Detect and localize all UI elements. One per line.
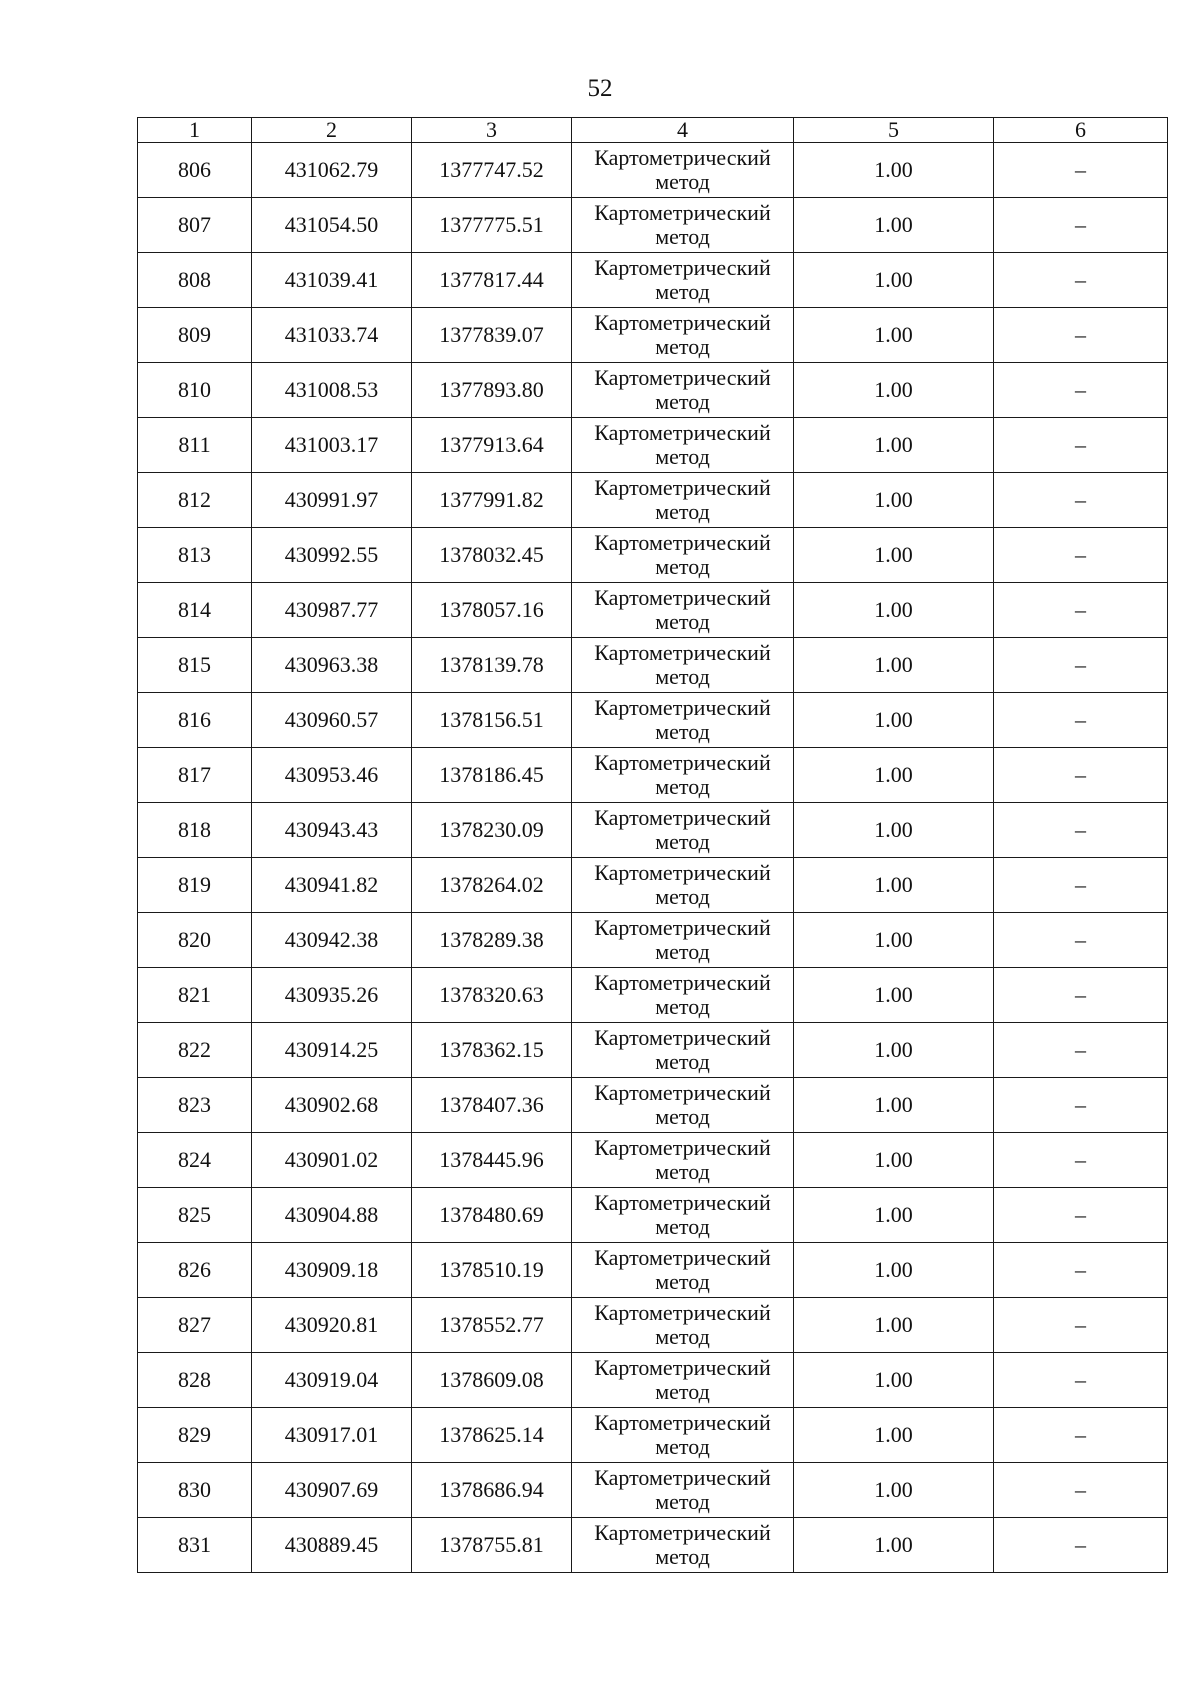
note-cell: – (994, 1243, 1168, 1298)
method-cell (572, 143, 794, 198)
y-coordinate-cell: 1378407.36 (412, 1078, 572, 1133)
method-line-1: Картометрический (594, 860, 771, 885)
x-coordinate-cell: 431054.50 (252, 198, 412, 253)
method-cell (572, 418, 794, 473)
method-line-1: Картометрический (594, 1520, 771, 1545)
y-coordinate-cell: 1378480.69 (412, 1188, 572, 1243)
y-coordinate-cell: 1378362.15 (412, 1023, 572, 1078)
note-cell: – (994, 1518, 1168, 1573)
method-line-2: метод (655, 1104, 710, 1129)
accuracy-cell: 1.00 (794, 363, 994, 418)
point-number-cell: 820 (138, 913, 252, 968)
table-row (138, 1133, 1168, 1188)
y-coordinate-cell: 1378264.02 (412, 858, 572, 913)
note-cell: – (994, 1133, 1168, 1188)
table-row (138, 858, 1168, 913)
method-line-1: Картометрический (594, 1300, 771, 1325)
method-line-2: метод (655, 334, 710, 359)
method-cell (572, 528, 794, 583)
column-header: 4 (572, 118, 794, 143)
method-line-2: метод (655, 389, 710, 414)
table-row (138, 363, 1168, 418)
point-number-cell: 817 (138, 748, 252, 803)
table-row (138, 1518, 1168, 1573)
accuracy-cell: 1.00 (794, 693, 994, 748)
y-coordinate-cell: 1378510.19 (412, 1243, 572, 1298)
y-coordinate-cell: 1378552.77 (412, 1298, 572, 1353)
note-cell: – (994, 143, 1168, 198)
method-line-1: Картометрический (594, 1080, 771, 1105)
accuracy-cell: 1.00 (794, 583, 994, 638)
table-row (138, 143, 1168, 198)
point-number-cell: 822 (138, 1023, 252, 1078)
method-line-2: метод (655, 939, 710, 964)
table-row (138, 1243, 1168, 1298)
note-cell: – (994, 198, 1168, 253)
method-line-1: Картометрический (594, 145, 771, 170)
y-coordinate-cell: 1377817.44 (412, 253, 572, 308)
note-cell: – (994, 1298, 1168, 1353)
table-row (138, 1023, 1168, 1078)
x-coordinate-cell: 430904.88 (252, 1188, 412, 1243)
method-cell (572, 1408, 794, 1463)
method-line-1: Картометрический (594, 750, 771, 775)
point-number-cell: 807 (138, 198, 252, 253)
point-number-cell: 823 (138, 1078, 252, 1133)
note-cell: – (994, 913, 1168, 968)
note-cell: – (994, 1078, 1168, 1133)
method-line-2: метод (655, 1324, 710, 1349)
method-line-1: Картометрический (594, 1135, 771, 1160)
method-line-1: Картометрический (594, 970, 771, 995)
x-coordinate-cell: 430907.69 (252, 1463, 412, 1518)
point-number-cell: 818 (138, 803, 252, 858)
x-coordinate-cell: 431003.17 (252, 418, 412, 473)
y-coordinate-cell: 1378156.51 (412, 693, 572, 748)
y-coordinate-cell: 1377775.51 (412, 198, 572, 253)
method-cell (572, 583, 794, 638)
method-line-1: Картометрический (594, 310, 771, 335)
method-line-1: Картометрический (594, 1410, 771, 1435)
method-cell (572, 1133, 794, 1188)
method-line-2: метод (655, 1489, 710, 1514)
note-cell: – (994, 473, 1168, 528)
method-line-2: метод (655, 1269, 710, 1294)
note-cell: – (994, 858, 1168, 913)
table-row (138, 198, 1168, 253)
x-coordinate-cell: 430942.38 (252, 913, 412, 968)
column-header: 2 (252, 118, 412, 143)
method-cell (572, 968, 794, 1023)
table-row (138, 1353, 1168, 1408)
x-coordinate-cell: 430935.26 (252, 968, 412, 1023)
method-cell (572, 1078, 794, 1133)
y-coordinate-cell: 1377913.64 (412, 418, 572, 473)
x-coordinate-cell: 430902.68 (252, 1078, 412, 1133)
accuracy-cell: 1.00 (794, 803, 994, 858)
point-number-cell: 806 (138, 143, 252, 198)
y-coordinate-cell: 1378686.94 (412, 1463, 572, 1518)
table-row (138, 1188, 1168, 1243)
method-line-2: метод (655, 1379, 710, 1404)
method-line-2: метод (655, 1049, 710, 1074)
point-number-cell: 829 (138, 1408, 252, 1463)
accuracy-cell: 1.00 (794, 858, 994, 913)
note-cell: – (994, 363, 1168, 418)
method-cell (572, 1188, 794, 1243)
x-coordinate-cell: 431008.53 (252, 363, 412, 418)
y-coordinate-cell: 1378625.14 (412, 1408, 572, 1463)
method-cell (572, 308, 794, 363)
point-number-cell: 816 (138, 693, 252, 748)
point-number-cell: 828 (138, 1353, 252, 1408)
point-number-cell: 821 (138, 968, 252, 1023)
y-coordinate-cell: 1378186.45 (412, 748, 572, 803)
accuracy-cell: 1.00 (794, 528, 994, 583)
x-coordinate-cell: 430991.97 (252, 473, 412, 528)
accuracy-cell: 1.00 (794, 968, 994, 1023)
x-coordinate-cell: 430963.38 (252, 638, 412, 693)
table-row (138, 913, 1168, 968)
accuracy-cell: 1.00 (794, 1243, 994, 1298)
method-cell (572, 638, 794, 693)
table-row (138, 1298, 1168, 1353)
table-row (138, 1078, 1168, 1133)
accuracy-cell: 1.00 (794, 253, 994, 308)
x-coordinate-cell: 430943.43 (252, 803, 412, 858)
method-line-2: метод (655, 719, 710, 744)
x-coordinate-cell: 430941.82 (252, 858, 412, 913)
point-number-cell: 826 (138, 1243, 252, 1298)
note-cell: – (994, 1353, 1168, 1408)
method-cell (572, 1518, 794, 1573)
point-number-cell: 812 (138, 473, 252, 528)
note-cell: – (994, 968, 1168, 1023)
point-number-cell: 813 (138, 528, 252, 583)
x-coordinate-cell: 431062.79 (252, 143, 412, 198)
table-row (138, 253, 1168, 308)
y-coordinate-cell: 1377839.07 (412, 308, 572, 363)
point-number-cell: 811 (138, 418, 252, 473)
accuracy-cell: 1.00 (794, 1078, 994, 1133)
note-cell: – (994, 748, 1168, 803)
y-coordinate-cell: 1378320.63 (412, 968, 572, 1023)
method-line-1: Картометрический (594, 805, 771, 830)
method-line-1: Картометрический (594, 475, 771, 500)
method-line-1: Картометрический (594, 1245, 771, 1270)
method-line-2: метод (655, 994, 710, 1019)
note-cell: – (994, 693, 1168, 748)
note-cell: – (994, 803, 1168, 858)
method-cell (572, 198, 794, 253)
method-line-2: метод (655, 884, 710, 909)
accuracy-cell: 1.00 (794, 418, 994, 473)
table-row (138, 473, 1168, 528)
table-row (138, 748, 1168, 803)
method-cell (572, 1243, 794, 1298)
accuracy-cell: 1.00 (794, 1133, 994, 1188)
method-line-1: Картометрический (594, 1465, 771, 1490)
method-cell (572, 913, 794, 968)
y-coordinate-cell: 1377893.80 (412, 363, 572, 418)
x-coordinate-cell: 430987.77 (252, 583, 412, 638)
method-line-1: Картометрический (594, 255, 771, 280)
method-line-2: метод (655, 1159, 710, 1184)
table-row (138, 528, 1168, 583)
x-coordinate-cell: 431039.41 (252, 253, 412, 308)
x-coordinate-cell: 430953.46 (252, 748, 412, 803)
note-cell: – (994, 1408, 1168, 1463)
y-coordinate-cell: 1378139.78 (412, 638, 572, 693)
point-number-cell: 825 (138, 1188, 252, 1243)
method-cell (572, 693, 794, 748)
y-coordinate-cell: 1377747.52 (412, 143, 572, 198)
note-cell: – (994, 253, 1168, 308)
accuracy-cell: 1.00 (794, 638, 994, 693)
point-number-cell: 815 (138, 638, 252, 693)
method-cell (572, 1463, 794, 1518)
note-cell: – (994, 308, 1168, 363)
accuracy-cell: 1.00 (794, 1023, 994, 1078)
method-cell (572, 748, 794, 803)
method-line-2: метод (655, 609, 710, 634)
x-coordinate-cell: 430920.81 (252, 1298, 412, 1353)
accuracy-cell: 1.00 (794, 913, 994, 968)
note-cell: – (994, 1188, 1168, 1243)
method-line-1: Картометрический (594, 1190, 771, 1215)
table-row (138, 803, 1168, 858)
table-body (138, 143, 1168, 1573)
note-cell: – (994, 418, 1168, 473)
method-line-2: метод (655, 444, 710, 469)
method-cell (572, 803, 794, 858)
note-cell: – (994, 583, 1168, 638)
y-coordinate-cell: 1378230.09 (412, 803, 572, 858)
column-header: 5 (794, 118, 994, 143)
x-coordinate-cell: 430901.02 (252, 1133, 412, 1188)
point-number-cell: 814 (138, 583, 252, 638)
method-line-2: метод (655, 499, 710, 524)
note-cell: – (994, 1463, 1168, 1518)
method-line-2: метод (655, 774, 710, 799)
method-cell (572, 1298, 794, 1353)
point-number-cell: 809 (138, 308, 252, 363)
x-coordinate-cell: 430889.45 (252, 1518, 412, 1573)
x-coordinate-cell: 430909.18 (252, 1243, 412, 1298)
method-line-1: Картометрический (594, 530, 771, 555)
point-number-cell: 824 (138, 1133, 252, 1188)
accuracy-cell: 1.00 (794, 1298, 994, 1353)
accuracy-cell: 1.00 (794, 1188, 994, 1243)
table-row (138, 1408, 1168, 1463)
method-line-2: метод (655, 279, 710, 304)
method-cell (572, 363, 794, 418)
y-coordinate-cell: 1378057.16 (412, 583, 572, 638)
x-coordinate-cell: 430992.55 (252, 528, 412, 583)
method-line-1: Картометрический (594, 1025, 771, 1050)
y-coordinate-cell: 1378032.45 (412, 528, 572, 583)
x-coordinate-cell: 430960.57 (252, 693, 412, 748)
method-line-2: метод (655, 224, 710, 249)
method-line-2: метод (655, 169, 710, 194)
point-number-cell: 827 (138, 1298, 252, 1353)
table-header-row (138, 118, 1168, 143)
point-number-cell: 830 (138, 1463, 252, 1518)
x-coordinate-cell: 430914.25 (252, 1023, 412, 1078)
method-line-2: метод (655, 1434, 710, 1459)
coordinates-table (137, 117, 1168, 1573)
accuracy-cell: 1.00 (794, 198, 994, 253)
table-row (138, 1463, 1168, 1518)
accuracy-cell: 1.00 (794, 1518, 994, 1573)
page-number: 52 (587, 75, 613, 102)
note-cell: – (994, 1023, 1168, 1078)
accuracy-cell: 1.00 (794, 1353, 994, 1408)
point-number-cell: 808 (138, 253, 252, 308)
y-coordinate-cell: 1377991.82 (412, 473, 572, 528)
method-line-2: метод (655, 1214, 710, 1239)
y-coordinate-cell: 1378609.08 (412, 1353, 572, 1408)
method-line-2: метод (655, 1544, 710, 1569)
accuracy-cell: 1.00 (794, 1463, 994, 1518)
accuracy-cell: 1.00 (794, 143, 994, 198)
note-cell: – (994, 638, 1168, 693)
y-coordinate-cell: 1378289.38 (412, 913, 572, 968)
table-row (138, 418, 1168, 473)
method-line-1: Картометрический (594, 585, 771, 610)
x-coordinate-cell: 430917.01 (252, 1408, 412, 1463)
table-row (138, 638, 1168, 693)
method-line-1: Картометрический (594, 200, 771, 225)
method-cell (572, 253, 794, 308)
method-line-2: метод (655, 664, 710, 689)
table-row (138, 693, 1168, 748)
method-cell (572, 1353, 794, 1408)
method-line-1: Картометрический (594, 420, 771, 445)
method-line-1: Картометрический (594, 1355, 771, 1380)
point-number-cell: 831 (138, 1518, 252, 1573)
note-cell: – (994, 528, 1168, 583)
y-coordinate-cell: 1378445.96 (412, 1133, 572, 1188)
method-cell (572, 473, 794, 528)
y-coordinate-cell: 1378755.81 (412, 1518, 572, 1573)
accuracy-cell: 1.00 (794, 473, 994, 528)
column-header: 1 (138, 118, 252, 143)
method-line-1: Картометрический (594, 915, 771, 940)
point-number-cell: 810 (138, 363, 252, 418)
point-number-cell: 819 (138, 858, 252, 913)
method-line-2: метод (655, 554, 710, 579)
method-line-1: Картометрический (594, 365, 771, 390)
column-header: 6 (994, 118, 1168, 143)
method-cell (572, 858, 794, 913)
column-header: 3 (412, 118, 572, 143)
x-coordinate-cell: 430919.04 (252, 1353, 412, 1408)
method-line-1: Картометрический (594, 695, 771, 720)
method-line-1: Картометрический (594, 640, 771, 665)
table-row (138, 308, 1168, 363)
accuracy-cell: 1.00 (794, 748, 994, 803)
table-row (138, 968, 1168, 1023)
x-coordinate-cell: 431033.74 (252, 308, 412, 363)
method-cell (572, 1023, 794, 1078)
table-row (138, 583, 1168, 638)
accuracy-cell: 1.00 (794, 308, 994, 363)
accuracy-cell: 1.00 (794, 1408, 994, 1463)
method-line-2: метод (655, 829, 710, 854)
